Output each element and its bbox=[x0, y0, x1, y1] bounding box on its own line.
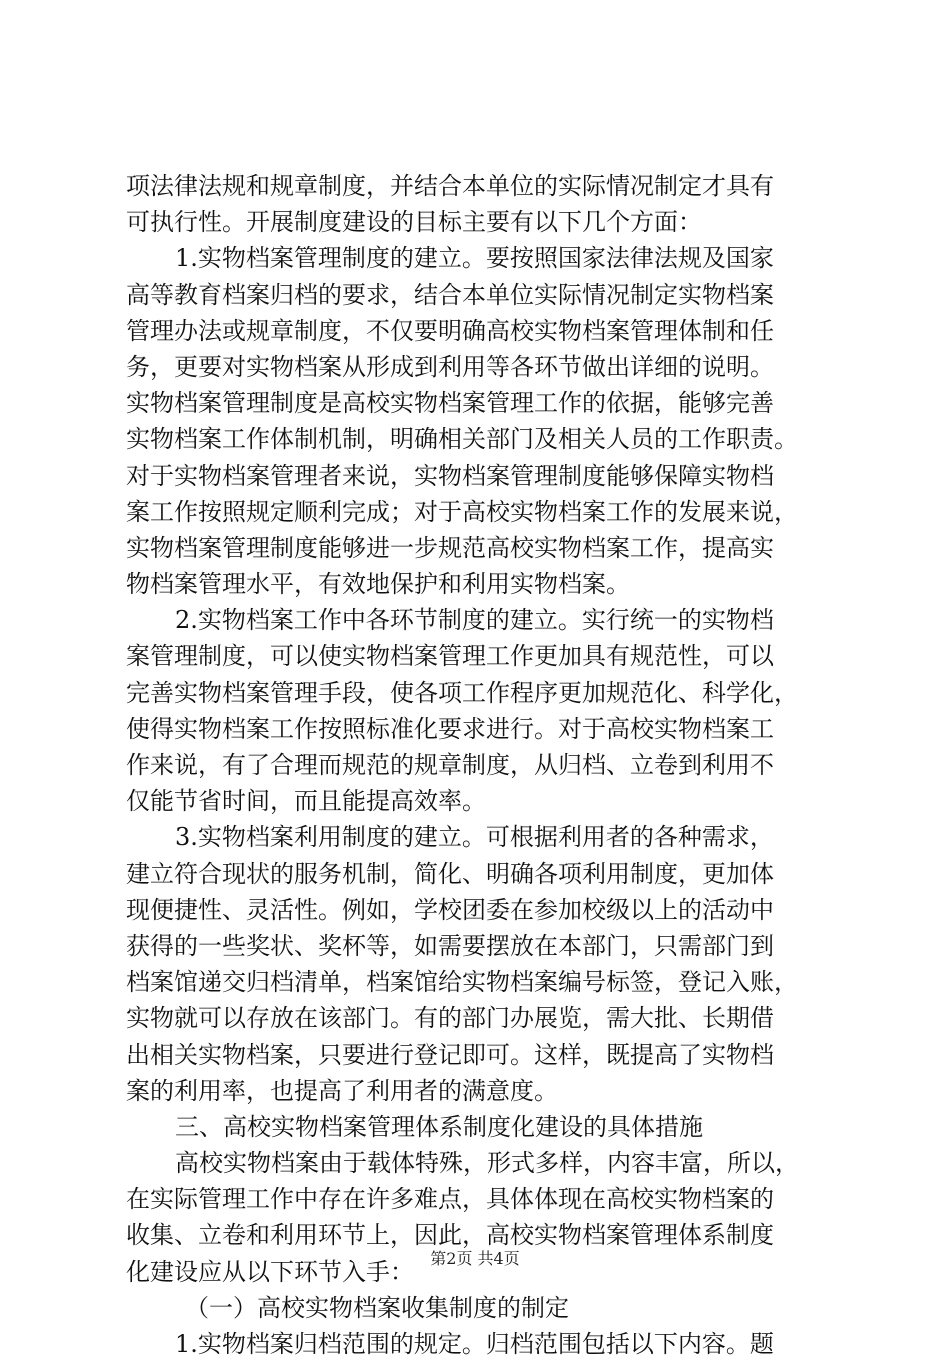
text-line: 物档案管理水平，有效地保护和利用实物档案。 bbox=[126, 570, 630, 599]
text-line: 建立符合现状的服务机制，简化、明确各项利用制度，更加体 bbox=[126, 859, 774, 888]
text-line: 三、高校实物档案管理体系制度化建设的具体措施 bbox=[175, 1112, 703, 1141]
text-line: 案工作按照规定顺利完成；对于高校实物档案工作的发展来说， bbox=[126, 497, 798, 526]
text-line: 现便捷性、灵活性。例如，学校团委在参加校级以上的活动中 bbox=[126, 895, 774, 924]
text-line: 仅能节省时间，而且能提高效率。 bbox=[126, 787, 486, 816]
text-line: 出相关实物档案，只要进行登记即可。这样，既提高了实物档 bbox=[126, 1040, 774, 1069]
text-line: 作来说，有了合理而规范的规章制度，从归档、立卷到利用不 bbox=[126, 751, 774, 779]
text-line: 高等教育档案归档的要求，结合本单位实际情况制定实物档案 bbox=[126, 280, 774, 309]
text-line: （一）高校实物档案收集制度的制定 bbox=[185, 1293, 569, 1322]
text-line: 实物档案工作体制机制，明确相关部门及相关人员的工作职责。 bbox=[126, 425, 798, 454]
document-body bbox=[126, 168, 836, 1362]
text-line: 1.实物档案管理制度的建立。要按照国家法律法规及国家 bbox=[175, 244, 774, 273]
text-line: 高校实物档案由于载体特殊，形式多样，内容丰富，所以， bbox=[175, 1149, 799, 1178]
text-line: 实物档案管理制度能够进一步规范高校实物档案工作，提高实 bbox=[126, 533, 774, 562]
text-line: 档案馆递交归档清单，档案馆给实物档案编号标签，登记入账， bbox=[126, 968, 798, 997]
text-line: 案的利用率，也提高了利用者的满意度。 bbox=[126, 1076, 558, 1105]
text-line: 收集、立卷和利用环节上，因此，高校实物档案管理体系制度 bbox=[126, 1221, 774, 1250]
text-line: 对于实物档案管理者来说，实物档案管理制度能够保障实物档 bbox=[126, 461, 774, 490]
text-line: 实物就可以存放在该部门。有的部门办展览，需大批、长期借 bbox=[126, 1004, 774, 1033]
text-line: 完善实物档案管理手段，使各项工作程序更加规范化、科学化， bbox=[126, 678, 798, 707]
text-line: 案管理制度，可以使实物档案管理工作更加具有规范性，可以 bbox=[126, 642, 774, 671]
text-line: 项法律法规和规章制度，并结合本单位的实际情况制定才具有 bbox=[126, 172, 774, 200]
text-line: 使得实物档案工作按照标准化要求进行。对于高校实物档案工 bbox=[126, 714, 774, 743]
text-line: 务，更要对实物档案从形成到利用等各环节做出详细的说明。 bbox=[126, 352, 774, 381]
text-line: 化建设应从以下环节入手： bbox=[126, 1257, 414, 1286]
text-line: 2.实物档案工作中各环节制度的建立。实行统一的实物档 bbox=[175, 606, 774, 635]
text-line: 可执行性。开展制度建设的目标主要有以下几个方面： bbox=[126, 208, 702, 237]
text-line: 实物档案管理制度是高校实物档案管理工作的依据，能够完善 bbox=[126, 389, 774, 418]
text-line: 获得的一些奖状、奖杯等，如需要摆放在本部门，只需部门到 bbox=[126, 931, 774, 960]
text-line: 在实际管理工作中存在许多难点，具体体现在高校实物档案的 bbox=[126, 1185, 774, 1214]
text-line: 1.实物档案归档范围的规定。归档范围包括以下内容。题 bbox=[175, 1330, 774, 1358]
text-line: 3.实物档案利用制度的建立。可根据利用者的各种需求， bbox=[175, 823, 774, 852]
text-line: 管理办法或规章制度，不仅要明确高校实物档案管理体制和任 bbox=[126, 316, 774, 345]
page-footer: 第2页 共4页 bbox=[430, 1249, 520, 1268]
